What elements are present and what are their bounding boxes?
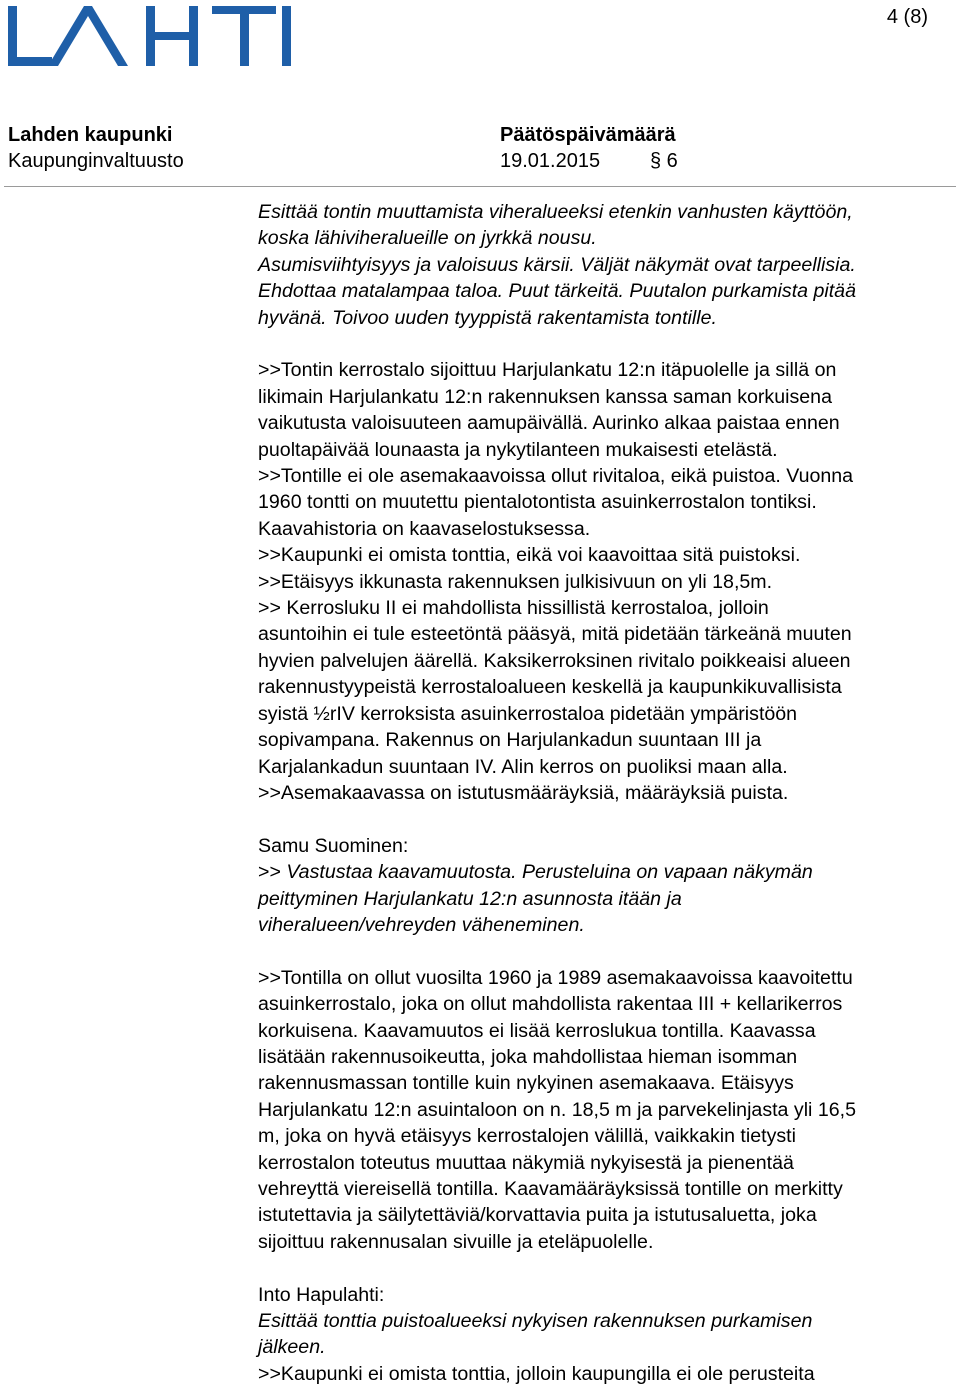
lahti-logo <box>6 4 296 68</box>
opinion-text: Esittää tontin muuttamista viheralueeksi etenkin vanhusten käyttöön, koska lähiviheralueille on jyrkkä nousu. Asumisviihtyisyys ja valoisuus kärsii. Väljät näkymät ovat tarpeellisia. Ehdottaa matalampaa taloa. Puut tärkeitä. Puutalon purkamista pitää hyvänä. Toivoo uuden tyyppistä rakentamista tontille. <box>258 201 856 329</box>
reply-paragraph-3: >>Kaupunki ei omista tonttia, jolloin kaupungilla ei ole perusteita <box>258 1362 815 1385</box>
commenter-1-opinion <box>258 859 960 938</box>
decision-date: 19.01.2015 <box>500 150 601 172</box>
document-body <box>258 199 960 1387</box>
commenter-name-1: Samu Suominen: <box>258 834 409 857</box>
commenter-name-2: Into Hapulahti: <box>258 1283 385 1306</box>
commenter-1-text: Vastustaa kaavamuutosta. Perusteluina on vapaan näkymän peittyminen Harjulankatu 12:n asunnosta itään ja viheralueen/vehreyden väheneminen. <box>258 861 813 936</box>
header-divider <box>4 186 956 187</box>
reply-marker: >> <box>258 861 287 884</box>
reply-paragraph-1: >>Tontin kerrostalo sijoittuu Harjulankatu 12:n itäpuolelle ja sillä on likimain Harjulankatu 12:n rakennuksen kanssa saman korkuisena vaikutusta valoisuuteen aamupäivällä. Aurinko alkaa paistaa ennen puoltapäivää lounaasta ja nykytilanteen mukaisesti etelästä. >>Tontille ei ole asemakaavoissa ollut rivitaloa, eikä puistoa. Vuonna 1960 tontti on muutettu pientalotontista asuinkerrostalon tontiksi. Kaavahistoria on kaavaselostuksessa. >>Kaupunki ei omista tonttia, eikä voi kaavoittaa sitä puistoksi. >>Etäisyys ikkunasta rakennuksen julkisivuun on yli 18,5m. >> Kerrosluku II ei mahdollista hissillistä kerrostaloa, jolloin asuntoihin ei tule esteetöntä pääsyä, mitä pidetään tärkeänä muuten hyvien palvelujen äärellä. Kaksikerroksinen rivitalo poikkeaisi alueen rakennustyypeistä kerrostaloalueen keskellä ja kaupunkikuvallisista syistä ½rIV kerroksista asuinkerrostaloa pidetään ympäristöön sopivampana. Rakennus on Harjulankadun suuntaan III ja Karjalankadun suuntaan IV. Alin kerros on puoliksi maan alla. >>Asemakaavassa on istutusmääräyksiä, määräyksiä puista. <box>258 359 854 804</box>
body-name: Kaupunginvaltuusto <box>8 150 184 172</box>
organization-name: Lahden kaupunki <box>8 124 173 146</box>
section-number: § 6 <box>650 150 678 172</box>
page-number: 4 (8) <box>886 6 928 28</box>
commenter-2-text: Esittää tonttia puistoalueeksi nykyisen rakennuksen purkamisen jälkeen. <box>258 1310 813 1359</box>
paragraph-spacer <box>258 938 960 964</box>
paragraph-spacer <box>258 1255 960 1281</box>
paragraph-spacer <box>258 806 960 832</box>
decision-date-label: Päätöspäivämäärä <box>500 124 676 146</box>
paragraph-spacer <box>258 331 960 357</box>
reply-paragraph-2: >>Tontilla on ollut vuosilta 1960 ja 1989 asemakaavoissa kaavoitettu asuinkerrostalo, joka on ollut mahdollista rakentaa III + kellarikerros korkuisena. Kaavamuutos ei lisää kerroslukua tontilla. Kaavassa lisätään rakennusoikeutta, joka mahdollistaa hieman isomman rakennusmassan tontille kuin nykyinen asemakaava. Etäisyys Harjulankatu 12:n asuintaloon on n. 18,5 m ja parvekelinjasta yli 16,5 m, joka on hyvä etäisyys kerrostalojen välillä, vaikkakin tietysti kerrostalon toteutus muuttaa näkymiä nykyisestä ja pienentää vehreyttä viereisellä tontilla. Kaavamääräyksissä tontille on merkitty istutettavia ja säilytettäviä/korvattavia puita ja istutusaluetta, joka sijoittuu rakennusalan sivuille ja eteläpuolelle. <box>258 966 856 1253</box>
